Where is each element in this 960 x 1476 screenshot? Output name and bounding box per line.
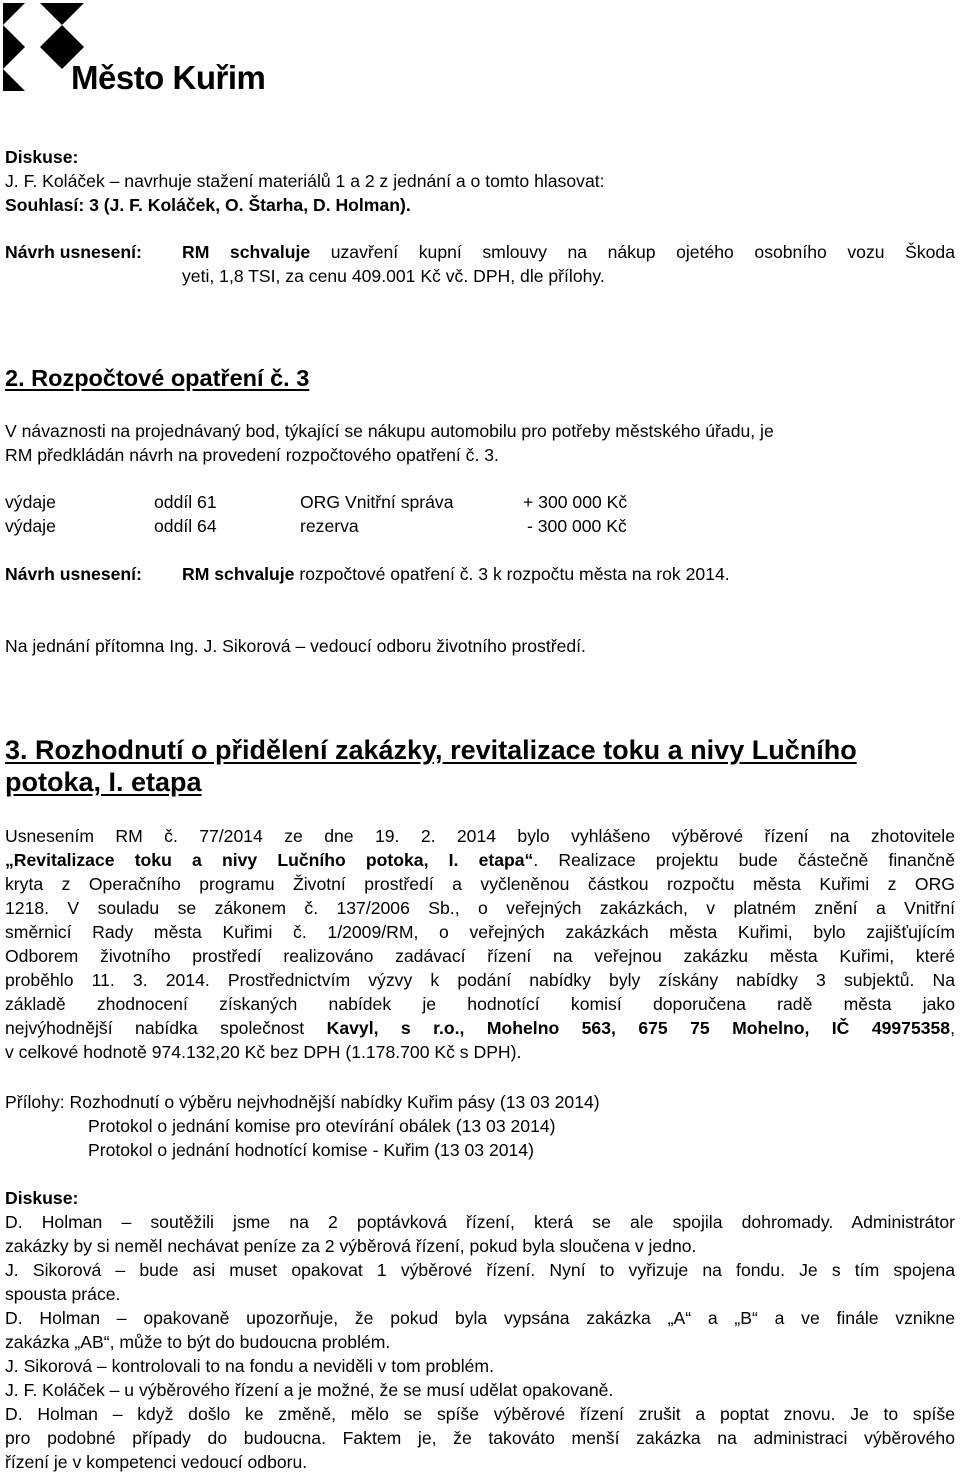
discussion-line: řízení je v kompetenci vedoucí odboru. [5, 1452, 308, 1472]
paragraph-line: kryta z Operačního programu Životní prostředí a vyčleněnou částkou rozpočtu města Kuřimi z ORG [5, 874, 955, 894]
attachment-item: Protokol o jednání hodnotící komise - Kuřim (13 03 2014) [88, 1140, 534, 1160]
budget-row [0, 514, 960, 538]
paragraph-line: v celkové hodnotě 974.132,20 Kč bez DPH (1.178.700 Kč s DPH). [5, 1042, 522, 1062]
discussion-line: zakázka „AB“, může to být do budoucna problém. [5, 1332, 391, 1352]
proposal-label: Návrh usnesení: [5, 564, 142, 584]
section-2-heading: 2. Rozpočtové opatření č. 3 [5, 365, 310, 391]
budget-amount: + 300 000 Kč [523, 492, 628, 512]
paragraph-line: nejvýhodnější nabídka společnost Kavyl, s r.o., Mohelno 563, 675 75 Mohelno, IČ 49975358, [5, 1018, 955, 1038]
attachment-item: Rozhodnutí o výběru nejvhodnější nabídky Kuřim pásy (13 03 2014) [69, 1092, 600, 1112]
discussion-line: zakázky by si neměl nechávat peníze za 2 výběrová řízení, pokud byla sloučena v jedno. [5, 1236, 697, 1256]
city-logo-text: Město Kuřim [71, 59, 266, 96]
paragraph-line: Usnesením RM č. 77/2014 ze dne 19. 2. 2014 bylo vyhlášeno výběrové řízení na zhotovitele [5, 826, 955, 846]
attachments [5, 1090, 600, 1114]
discussion-line: J. F. Koláček – u výběrového řízení a je možné, že se musí udělat opakovaně. [5, 1380, 614, 1400]
section-2-paragraph-cont: RM předkládán návrh na provedení rozpočtového opatření č. 3. [5, 445, 499, 465]
paragraph-line: 1218. V souladu se zákonem č. 137/2006 Sb., o veřejných zakázkách, v platném znění a Vnitřní [5, 898, 955, 918]
proposal-text: RM schvaluje uzavření kupní smlouvy na nákup ojetého osobního vozu Škoda [182, 242, 955, 262]
attachments-label: Přílohy: [5, 1092, 70, 1112]
discussion-line: D. Holman – opakovaně upozorňuje, že pokud byla vypsána zakázka „A“ a „B“ a ve finále vznikne [5, 1308, 955, 1328]
paragraph-line: „Revitalizace toku a nivy Lučního potoka, I. etapa“. Realizace projektu bude částečně finančně [5, 850, 955, 870]
budget-org: ORG Vnitřní správa [300, 492, 454, 512]
budget-type: výdaje [5, 516, 56, 536]
discussion-line: J. Sikorová – kontrolovali to na fondu a neviděli v tom problém. [5, 1356, 494, 1376]
budget-row [0, 490, 960, 514]
discussion-line: pro podobné případy do budoucna. Faktem je, že takováto menší zakázka na administraci výběrového [5, 1428, 955, 1448]
section-3-heading: 3. Rozhodnutí o přidělení zakázky, revitalizace toku a nivy Lučního [5, 735, 857, 765]
attendance-note: Na jednání přítomna Ing. J. Sikorová – vedoucí odboru životního prostředí. [5, 636, 586, 656]
discussion-label: Diskuse: [5, 147, 79, 167]
budget-org: rezerva [300, 516, 359, 536]
section-3-heading-cont: potoka, I. etapa [5, 767, 202, 797]
discussion-label: Diskuse: [5, 1188, 79, 1208]
discussion-line: D. Holman – když došlo ke změně, mělo se spíše výběrové řízení zrušit a poptat znovu. Je to spíše [5, 1404, 955, 1424]
discussion-line: J. Sikorová – bude asi muset opakovat 1 výběrové řízení. Nyní to vyřizuje na fondu. Je s tím spojena [5, 1260, 955, 1280]
discussion-line: J. F. Koláček – navrhuje stažení materiálů 1 a 2 z jednání a o tomto hlasovat: [5, 171, 605, 191]
section-2-paragraph: V návaznosti na projednávaný bod, týkající se nákupu automobilu pro potřeby městského úřadu, je [5, 421, 774, 441]
vote-result: Souhlasí: 3 (J. F. Koláček, O. Štarha, D. Holman). [5, 195, 411, 215]
budget-amount: - 300 000 Kč [527, 516, 627, 536]
paragraph-line: základě zhodnocení získaných nabídek je hodnotící komisí doporučena radě města jako [5, 994, 955, 1014]
attachment-item: Protokol o jednání komise pro otevírání obálek (13 03 2014) [88, 1116, 556, 1136]
discussion-line: D. Holman – soutěžili jsme na 2 poptávková řízení, která se ale spojila dohromady. Administrátor [5, 1212, 955, 1232]
paragraph-line: směrnicí Rady města Kuřimi č. 1/2009/RM, o veřejných zakázkách města Kuřimi, bylo zajišťujícím [5, 922, 955, 942]
budget-section: oddíl 64 [154, 516, 217, 536]
proposal-text-cont: yeti, 1,8 TSI, za cenu 409.001 Kč vč. DPH, dle přílohy. [182, 266, 605, 286]
proposal-label: Návrh usnesení: [5, 242, 142, 262]
proposal-text: RM schvaluje rozpočtové opatření č. 3 k rozpočtu města na rok 2014. [182, 564, 730, 584]
paragraph-line: proběhlo 11. 3. 2014. Prostřednictvím výzvy k podání nabídky byly získány nabídky 3 subjektů. Na [5, 970, 955, 990]
budget-section: oddíl 61 [154, 492, 217, 512]
budget-type: výdaje [5, 492, 56, 512]
paragraph-line: Odborem životního prostředí realizováno zadávací řízení na veřejnou zakázku města Kuřimi, které [5, 946, 955, 966]
discussion-line: spousta práce. [5, 1284, 121, 1304]
